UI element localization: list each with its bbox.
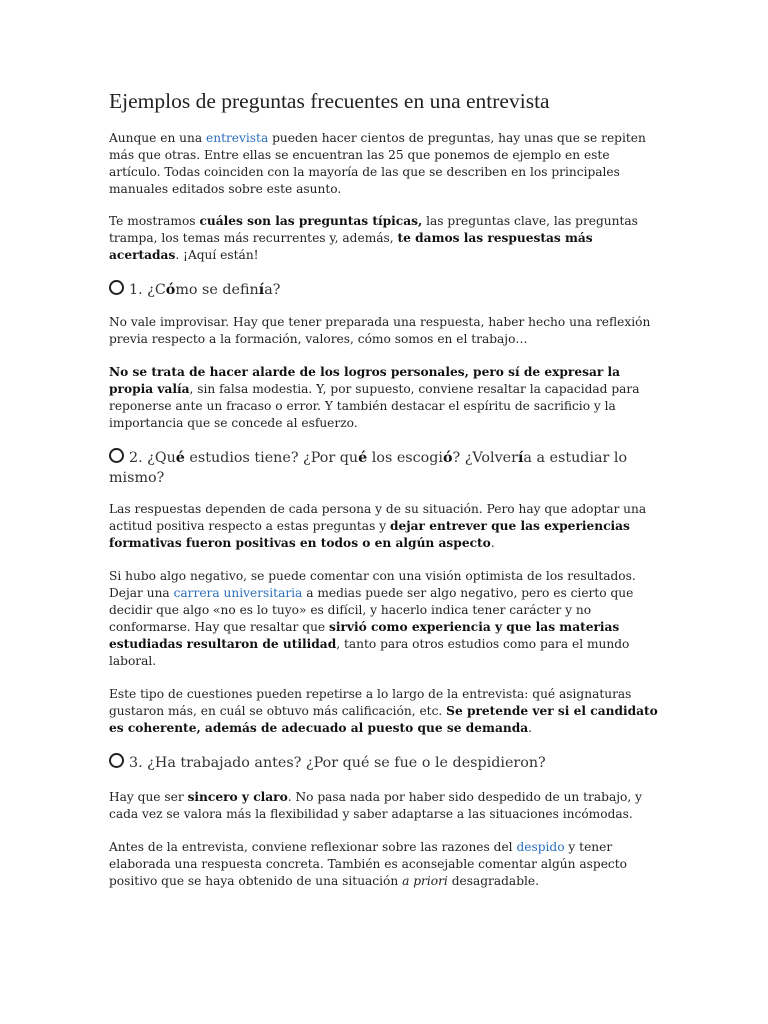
q2-p3-text: Este tipo de cuestiones pueden repetirse a lo largo de la entrevista: qué asignaturas gustaron más, en cuál se obtuvo más calificación, etc. — [109, 687, 632, 718]
q3-p1-bold: sincero y claro — [187, 790, 288, 804]
q2-p3-bold: Se pretende ver si el candidato es coherente, además de adecuado al puesto que se demanda — [109, 704, 658, 735]
link-carrera-universitaria[interactable]: carrera universitaria — [173, 586, 303, 600]
q2-heading-d: ? ¿Volver — [452, 450, 518, 466]
intro-paragraph-1 — [109, 130, 661, 198]
question-1-heading — [109, 280, 661, 300]
q3-heading-text: 3. ¿Ha trabajado antes? ¿Por qué se fue o le despidieron? — [129, 755, 546, 771]
q3-p2-text-c: desagradable. — [447, 874, 539, 888]
q1-heading-b: mo se defin — [175, 282, 259, 298]
q1-text: , sin falsa modestia. Y, por supuesto, conviene resaltar la capacidad para reponerse ante un fracaso o error. Y también destacar el espíritu de sacrificio y la importancia que se concede al esfuerzo. — [109, 382, 640, 430]
intro2-bold-b: te damos las respuestas más acertadas — [109, 231, 593, 262]
circle-icon — [109, 448, 124, 463]
q2-paragraph-3 — [109, 686, 661, 737]
q2-paragraph-1 — [109, 501, 661, 552]
circle-icon — [109, 280, 124, 295]
intro-text: Aunque en una — [109, 131, 207, 145]
q2-p2-bold: sirvió como experiencia y que las materias estudiadas resultaron de utilidad — [109, 620, 620, 651]
q2-p3-end: . — [528, 721, 532, 735]
q2-heading-e: a a estudiar lo mismo? — [109, 450, 628, 486]
q2-p1-bold: dejar entrever que las experiencias formativas fueron positivas en todos o en algún aspecto — [109, 519, 630, 550]
q2-heading-accent-1: é — [175, 450, 185, 466]
q2-heading-b: estudios tiene? ¿Por qu — [184, 450, 359, 466]
q3-p1-text-b: . No pasa nada por haber sido despedido de un trabajo, y cada vez se valora más la flexibilidad y saber adaptarse a las situaciones incómodas. — [109, 790, 642, 821]
circle-icon — [109, 753, 124, 768]
q1-paragraph-1: No vale improvisar. Hay que tener preparada una respuesta, haber hecho una reflexión previa respecto a la formación, valores, cómo somos en el trabajo… — [109, 315, 651, 346]
intro2-bold-a: cuáles son las preguntas típicas, — [199, 214, 423, 228]
q1-heading-accent-2: í — [258, 282, 265, 298]
q3-p2-text-b: y tener elaborada una respuesta concreta. También es aconsejable comentar algún aspecto positivo que se haya obtenido de una situación — [109, 840, 627, 888]
q2-heading-accent-3: ó — [442, 450, 453, 466]
intro2-text-c: . ¡Aquí están! — [175, 248, 259, 262]
link-entrevista[interactable]: entrevista — [206, 131, 269, 145]
question-3-heading — [109, 753, 661, 773]
q2-heading-accent-4: í — [517, 450, 524, 466]
question-2-heading — [109, 448, 661, 488]
q2-heading-c: los escogi — [367, 450, 443, 466]
article-title: Ejemplos de preguntas frecuentes en una entrevista — [109, 89, 550, 113]
q2-p2-text-a: Si hubo algo negativo, se puede comentar con una visión optimista de los resultados. Dejar una — [109, 569, 636, 600]
q1-heading-accent-1: ó — [165, 282, 176, 298]
q2-p1-end: . — [490, 536, 495, 550]
intro2-text-a: Te mostramos — [109, 214, 200, 228]
q3-paragraph-1 — [109, 789, 661, 823]
q1-heading-c: a? — [264, 282, 281, 298]
q3-p2-italic: a priori — [402, 874, 448, 888]
q2-heading-accent-2: é — [358, 450, 368, 466]
q1-paragraph-2 — [109, 364, 661, 432]
intro-paragraph-2 — [109, 213, 661, 264]
intro-text-cont: pueden hacer cientos de preguntas, hay unas que se repiten más que otras. Entre ellas se encuentran las 25 que ponemos de ejemplo en este artículo. Todas coinciden con la mayoría de las que se describen en los principales manuales editados sobre este asunto. — [109, 131, 646, 196]
article — [109, 88, 661, 906]
q1-heading-a: 1. ¿C — [129, 282, 166, 298]
q2-p2-text-b: a medias puede ser algo negativo, pero es cierto que decidir que algo «no es lo tuyo» es difícil, y hacerlo indica tener carácter y no conformarse. Hay que resaltar que — [109, 586, 634, 634]
intro2-text-b: las preguntas clave, las preguntas trampa, los temas más recurrentes y, además, — [109, 214, 638, 245]
q2-paragraph-2 — [109, 568, 661, 670]
q3-paragraph-2 — [109, 839, 661, 890]
link-despido[interactable]: despido — [516, 840, 565, 854]
q3-p2-text-a: Antes de la entrevista, conviene reflexionar sobre las razones del — [109, 840, 517, 854]
q2-heading-a: 2. ¿Qu — [129, 450, 176, 466]
q1-bold: No se trata de hacer alarde de los logros personales, pero sí de expresar la propia valía — [109, 365, 621, 396]
q2-p1-text: Las respuestas dependen de cada persona y de su situación. Pero hay que adoptar una actitud positiva respecto a estas preguntas y — [109, 502, 647, 533]
q3-p1-text-a: Hay que ser — [109, 790, 188, 804]
q2-p2-text-c: , tanto para otros estudios como para el mundo laboral. — [109, 637, 630, 668]
